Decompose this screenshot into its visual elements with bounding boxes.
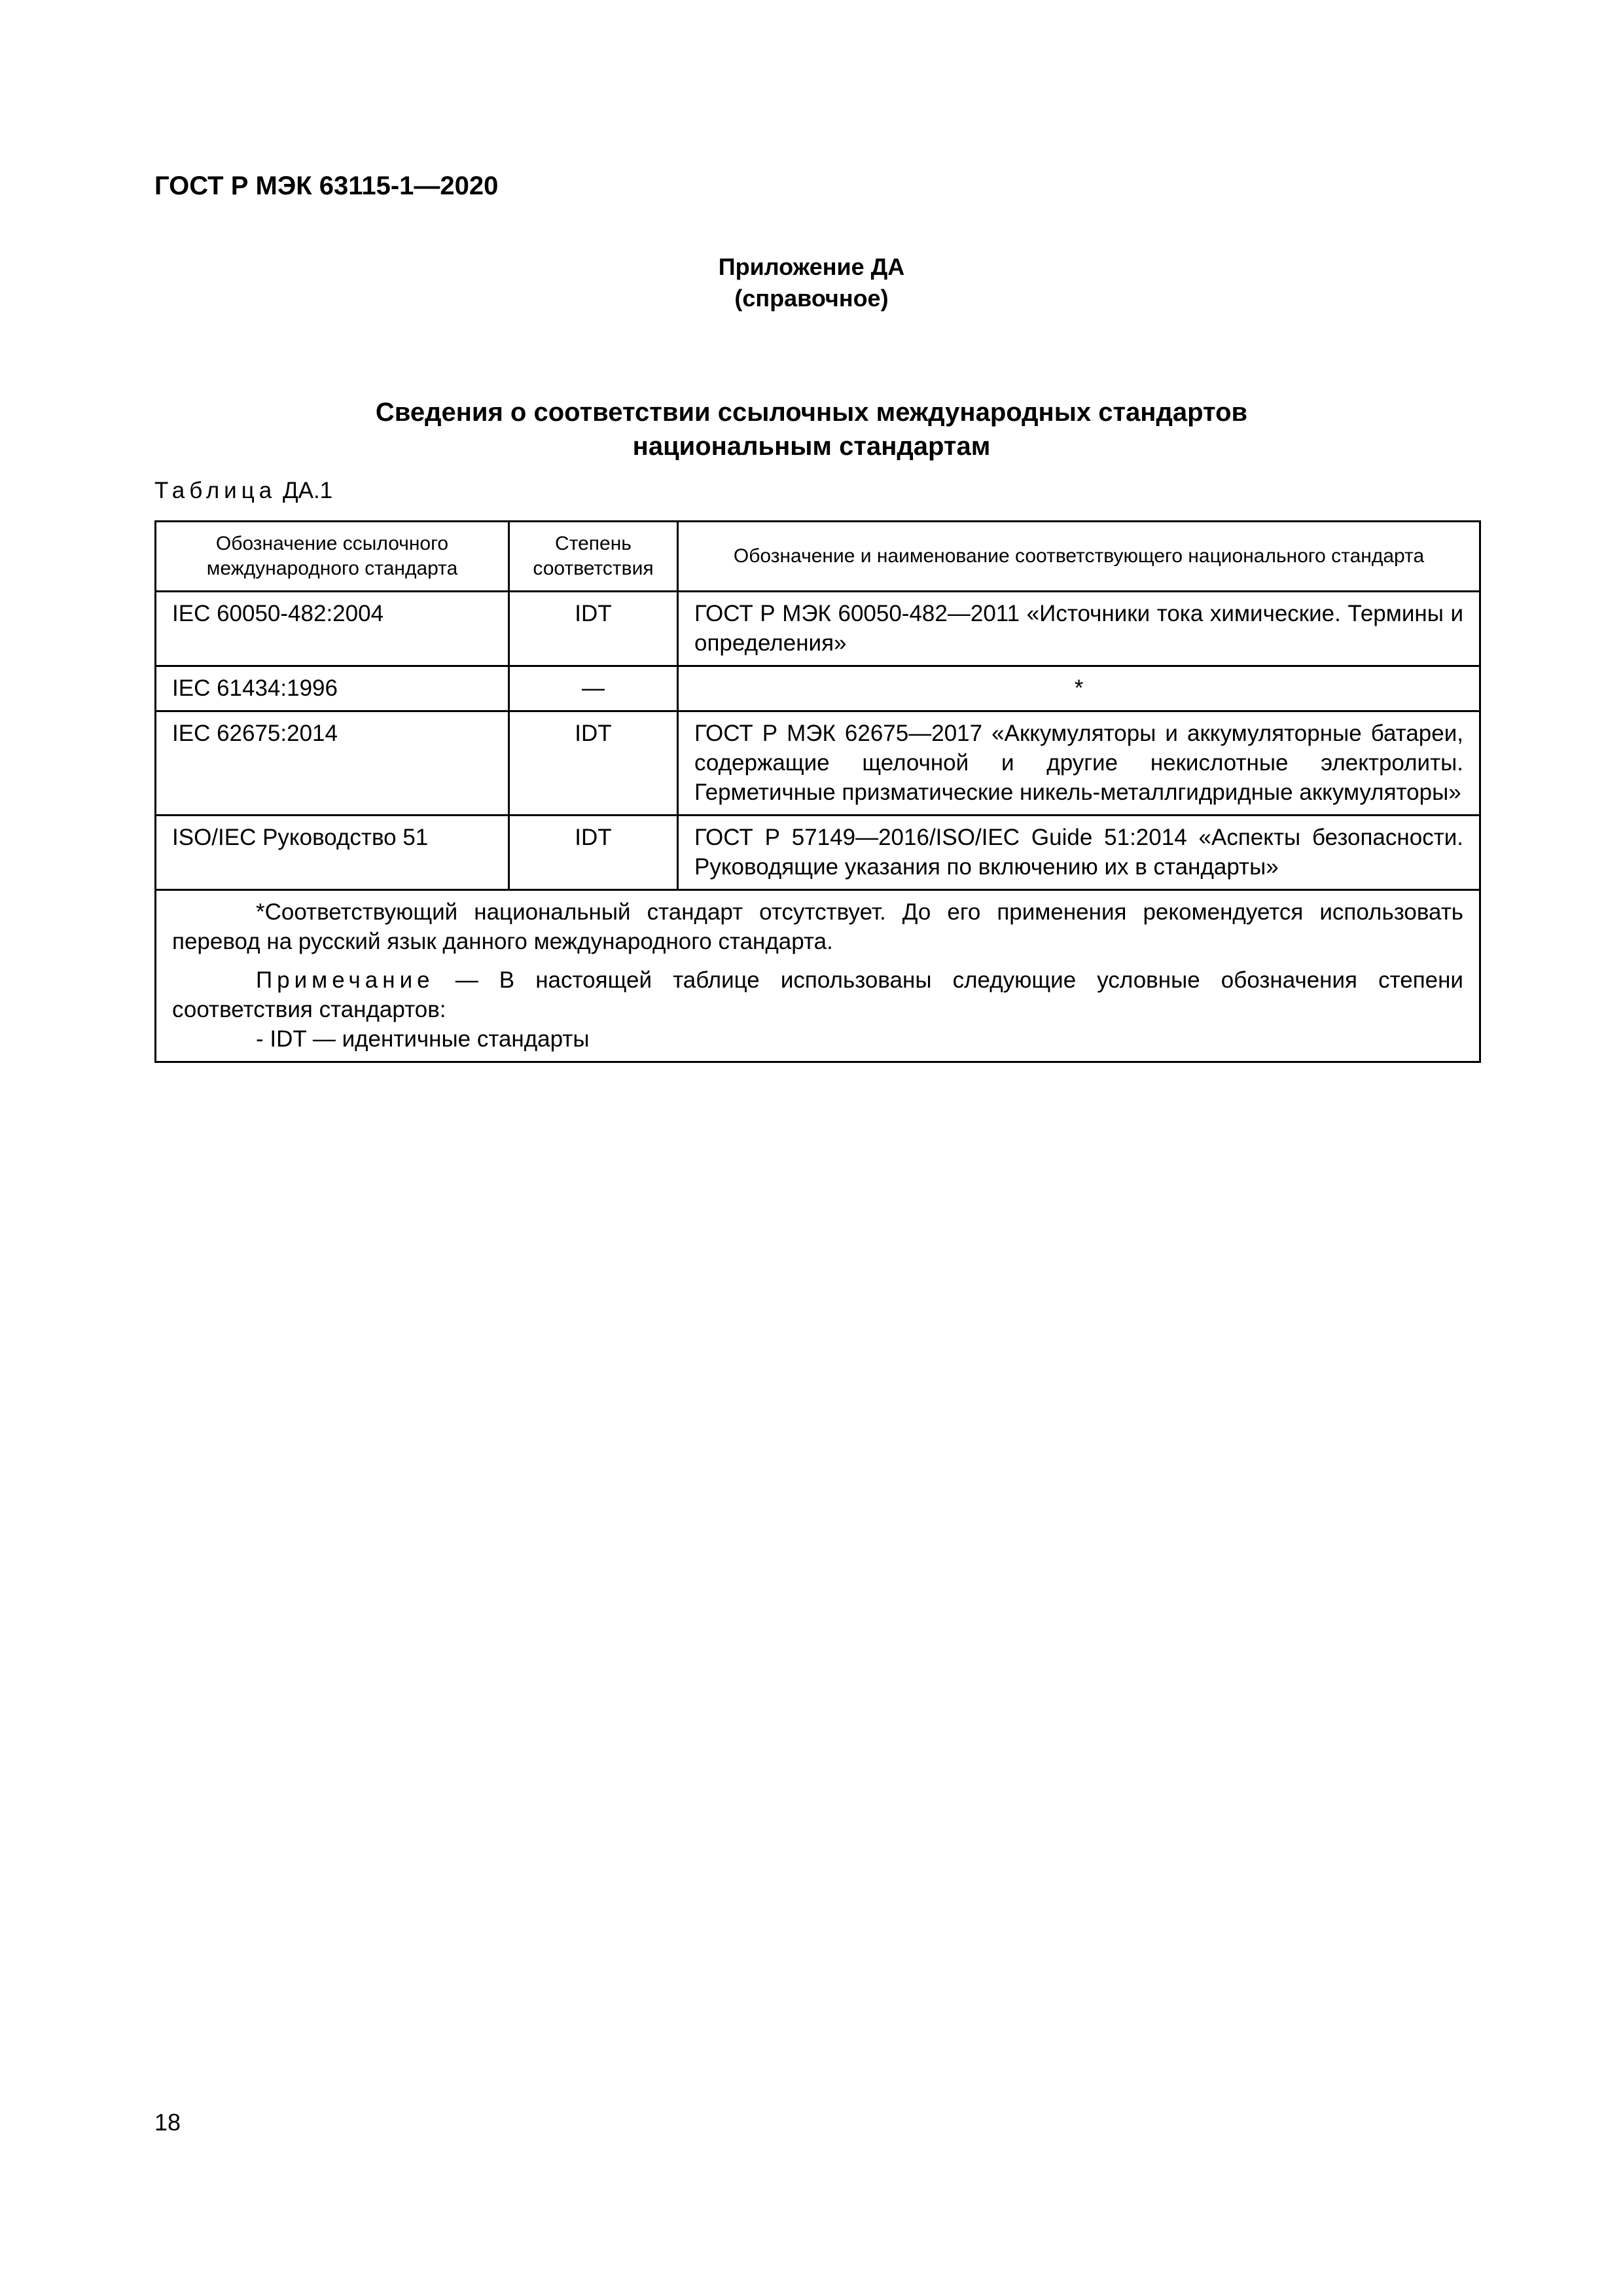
cell-degree: IDT xyxy=(509,816,678,890)
note-text: — В настоящей таблице использованы следующие условные обозначения степени соответствия стандартов: xyxy=(172,967,1463,1022)
section-title-line-1: Сведения о соответствии ссылочных международных стандартов xyxy=(375,398,1248,427)
cell-degree: IDT xyxy=(509,711,678,816)
table-header-row xyxy=(156,522,1480,592)
column-header-degree: Степень соответствия xyxy=(509,522,678,592)
table-notes xyxy=(156,890,1480,1062)
table-footnote: *Соответствующий национальный стандарт отсутствует. До его применения рекомендуется использовать перевод на русский язык данного международного стандарта. xyxy=(172,899,1463,954)
table-label xyxy=(154,478,332,504)
table-row xyxy=(156,711,1480,816)
cell-degree: — xyxy=(509,666,678,711)
cell-designation: IEC 60050-482:2004 xyxy=(156,592,509,666)
cell-designation: ISO/IEC Руководство 51 xyxy=(156,816,509,890)
page-number: 18 xyxy=(154,2109,181,2136)
cell-national: ГОСТ Р МЭК 62675—2017 «Аккумуляторы и аккумуляторные батареи, содержащие щелочной и другие некислотные электролиты. Герметичные призматические никель-металлгидридные аккумуляторы» xyxy=(678,711,1480,816)
standards-table xyxy=(154,520,1481,1063)
annex-heading xyxy=(0,251,1623,314)
cell-national: * xyxy=(678,666,1480,711)
section-title xyxy=(0,395,1623,463)
cell-national: ГОСТ Р 57149—2016/ISO/IEC Guide 51:2014 «Аспекты безопасности. Руководящие указания по включению их в стандарты» xyxy=(678,816,1480,890)
cell-national: ГОСТ Р МЭК 60050-482—2011 «Источники тока химические. Термины и определения» xyxy=(678,592,1480,666)
document-code: ГОСТ Р МЭК 63115-1—2020 xyxy=(154,171,499,200)
annex-type: (справочное) xyxy=(734,285,889,312)
table-label-id: ДА.1 xyxy=(282,478,333,503)
cell-degree: IDT xyxy=(509,592,678,666)
section-title-line-2: национальным стандартам xyxy=(632,432,991,461)
column-header-national: Обозначение и наименование соответствующего национального стандарта xyxy=(678,522,1480,592)
note-label: Примечание xyxy=(256,967,435,993)
note-list-item: - IDT — идентичные стандарты xyxy=(256,1026,590,1052)
table-footer-row xyxy=(156,890,1480,1062)
column-header-designation: Обозначение ссылочного международного стандарта xyxy=(156,522,509,592)
cell-designation: IEC 62675:2014 xyxy=(156,711,509,816)
table-label-word: Таблица xyxy=(154,478,277,503)
table-note xyxy=(172,965,1463,1024)
table-row xyxy=(156,592,1480,666)
cell-designation: IEC 61434:1996 xyxy=(156,666,509,711)
table-row xyxy=(156,666,1480,711)
annex-title: Приложение ДА xyxy=(718,253,905,280)
table-row xyxy=(156,816,1480,890)
